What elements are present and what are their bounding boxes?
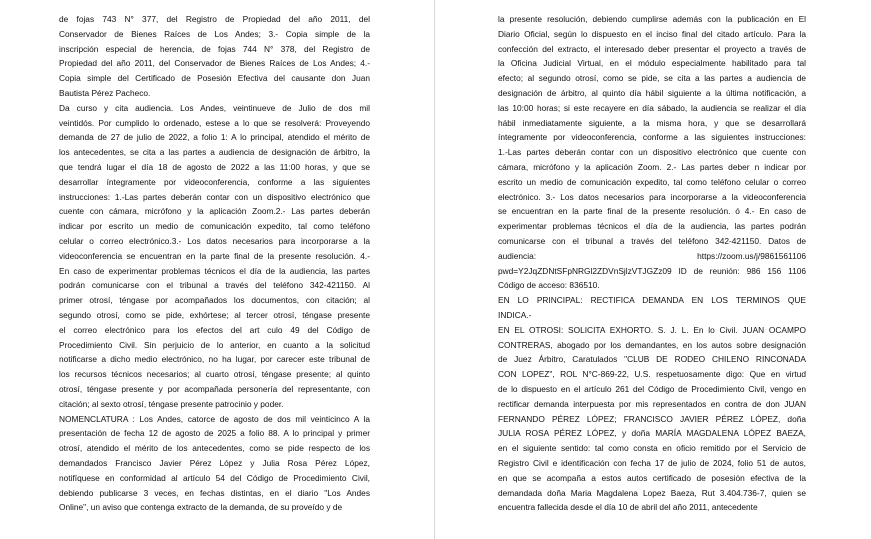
text-line: efecto; al segundo otrosí, como se pide, se cita a las partes a audiencia de: [498, 73, 806, 84]
text-line: cuente con cámara, micrófono y la aplicación Zoom.2.- Las partes deberán: [59, 206, 370, 217]
text-line: segundo otrosí, como se pide, exhórtese; al tercer otrosí, téngase presente: [59, 309, 370, 320]
text-line: encuentra fallecida desde el día 10 de abril del año 2011, antecedente: [498, 502, 758, 513]
text-line: los recursos técnicos necesarios; al cuarto otrosí, téngase presente; al quinto: [59, 369, 370, 380]
text-line: notifíquese en conformidad al artículo 54 del Código de Procedimiento Civil,: [59, 472, 370, 483]
text-line: celular o correo electrónico.3.- Los datos necesarios para incorporarse a la: [59, 235, 370, 246]
text-line: íntegramente por videoconferencia, conforme a las siguientes instrucciones:: [498, 132, 806, 143]
text-line: designación de árbitro, al quinto día hábil siguiente a la última notificación, a: [498, 87, 806, 98]
text-line: videoconferencia se encuentran en la parte final de la presente resolución. 4.-: [59, 250, 370, 261]
text-line: otrosí, téngase presente y por acompañada personería del representante, con: [59, 383, 370, 394]
text-line: que tendrá lugar el día 18 de agosto de 2022 a las 11:00 horas, y que se: [59, 161, 370, 172]
text-line: demandados Francisco Javier Pérez López y Julia Rosa Pérez López,: [59, 457, 370, 468]
text-line: demanda de 27 de julio de 2022, a folio 1: A lo principal, atendido el mérito de: [59, 132, 370, 143]
text-line: el correo electrónico para los efectos del art culo 49 del Código de: [59, 324, 370, 335]
right-column: [498, 12, 806, 515]
text-line: Da curso y cita audiencia. Los Andes, veintinueve de Julio de dos mil: [59, 102, 370, 113]
text-line: la presente resolución, debiendo cumplirse además con la publicación en El: [498, 14, 806, 24]
text-line: veintidós. Por cumplido lo ordenado, estese a lo que se resolverá: Proveyendo: [59, 117, 370, 128]
text-line: electrónico. 3.- Los datos necesarios para incorporarse a la videoconferencia: [498, 191, 806, 202]
text-line: confección del extracto, el interesado deber presentar el proyecto a través de: [498, 43, 806, 54]
text-line: citación; al sexto otrosí, téngase presente patrocinio y poder.: [59, 398, 284, 409]
text-line: primer otrosí, téngase por acompañados los documentos, con citación; al: [59, 295, 370, 306]
text-line: FERNANDO PÉREZ LÓPEZ; FRANCISCO JAVIER PÉREZ LÓPEZ, doña: [498, 413, 806, 424]
text-line: las 10:00 horas; si este recayere en día sábado, la audiencia se realizar el día: [498, 102, 806, 113]
text-line: CONTRERAS, abogado por los demandantes, en los autos sobre designación: [498, 339, 806, 350]
text-line: comunicarse con el tribunal a través del teléfono 342-421150. Datos de: [498, 235, 806, 246]
text-line: notificarse a dicho medio electrónico, no ha lugar, por carecer este tribunal de: [59, 354, 370, 365]
text-line: cámara, micrófono y la aplicación Zoom. 2.- Las partes deber n indicar por: [498, 161, 806, 172]
text-line: demandada doña Maria Magdalena Lopez Baeza, Rut 3.404.736-7, quien se: [498, 487, 806, 498]
text-line: hábil inmediatamente siguiente, a la misma hora, y que se desarrollará: [498, 117, 806, 128]
text-line: INDICA.-: [498, 309, 532, 320]
text-line: debiendo publicarse 3 veces, en fechas distintas, en el diario "Los Andes: [59, 487, 370, 498]
text-line: En caso de experimentar problemas técnicos el día de la audiencia, las partes: [59, 265, 370, 276]
text-line: presentación de fecha 12 de agosto de 2025 a folio 88. A lo principal y primer: [59, 428, 370, 439]
text-line: Propiedad del año 2011, del Conservador de Bienes Raíces de Los Andes; 4.-: [59, 58, 370, 69]
text-line: CON LOPEZ", ROL N°C-869-22, U.S. respetuosamente digo: Que en virtud: [498, 369, 806, 380]
text-line: 1.-Las partes deberán contar con un dispositivo electrónico que cuente con: [498, 147, 806, 158]
text-line: rectificar demanda interpuesta por mis representados en contra de don JUAN: [498, 398, 806, 409]
text-line: Procedimiento Civil. Sin perjuicio de lo anterior, en cuanto a la solicitud: [59, 339, 370, 350]
text-line: de Juez Árbitro, Caratulados "CLUB DE RODEO CHILENO RINCONADA: [498, 354, 806, 365]
text-line: en que se acompaña a estos autos certificado de posesión efectiva de la: [498, 472, 806, 483]
text-line: Conservador de Bienes Raíces de Los Andes; 3.- Copia simple de la: [59, 28, 370, 39]
text-line: podrán comunicarse con el tribunal a través del teléfono 342-421150. Al: [59, 280, 370, 291]
text-line: audiencia: https://zoom.us/j/9861561106: [498, 250, 806, 261]
text-line: indicar por escrito un medio de comunicación expedito, tal como teléfono: [59, 221, 370, 232]
text-line: inscripción especial de herencia, de fojas 744 N° 378, del Registro de: [59, 43, 370, 54]
text-line: Bautista Pérez Pacheco.: [59, 87, 151, 98]
text-line: escrito un medio de comunicación expedito, tal como teléfono celular o correo: [498, 176, 806, 187]
text-line: NOMENCLATURA : Los Andes, catorce de agosto de dos mil veinticinco A la: [59, 413, 370, 424]
text-line: Online", un aviso que contenga extracto de la demanda, de su proveído y de: [59, 502, 343, 513]
text-line: se encuentran en la parte final de la presente resolución. ó 4.- En caso de: [498, 206, 806, 217]
text-line: en el siguiente sentido: tal como consta en oficio remitido por el Servicio de: [498, 443, 806, 454]
text-line: EN LO PRINCIPAL: RECTIFICA DEMANDA EN LOS TERMINOS QUE: [498, 295, 806, 306]
text-line: los antecedentes, se cita a las partes a audiencia de designación de árbitro, la: [59, 147, 370, 158]
text-line: pwd=Y2JqZDNtSFpNRGl2ZDVnSjlzVTJGZz09 ID de reunión: 986 156 1106: [498, 265, 806, 276]
text-line: Diario Oficial, según lo dispuesto en el inciso final del citado artículo. Para la: [498, 28, 806, 39]
text-line: experimentar problemas técnicos el día de la audiencia, las partes podrán: [498, 221, 806, 232]
text-line: la Oficina Judicial Virtual, en el módulo especialmente habilitado para tal: [498, 58, 806, 69]
text-line: de lo dispuesto en el artículo 261 del Código de Procedimiento Civil, vengo en: [498, 383, 806, 394]
left-column: [59, 12, 370, 515]
text-line: EN EL OTROSI: SOLICITA EXHORTO. S. J. L. En lo Civil. JUAN OCAMPO: [498, 324, 806, 335]
text-line: de fojas 743 N° 377, del Registro de Propiedad del año 2011, del: [59, 14, 370, 24]
text-line: desarrollar íntegramente por videoconferencia, conforme a las siguientes: [59, 176, 370, 187]
text-line: instrucciones: 1.-Las partes deberán contar con un dispositivo electrónico que: [59, 191, 370, 202]
text-line: Registro Civil e identificación con fecha 17 de julio de 2024, folio 51 de autos,: [498, 457, 806, 468]
text-line: Copia simple del Certificado de Posesión Efectiva del causante don Juan: [59, 73, 370, 84]
text-line: JULIA ROSA PÉREZ LÓPEZ, y doña MARÍA MAGDALENA LÓPEZ BAEZA,: [498, 428, 806, 439]
page-divider: [434, 0, 435, 539]
text-line: otrosí, atendido el mérito de los antecedentes, como se pide respecto de los: [59, 443, 370, 454]
text-line: Código de acceso: 836510.: [498, 280, 600, 291]
